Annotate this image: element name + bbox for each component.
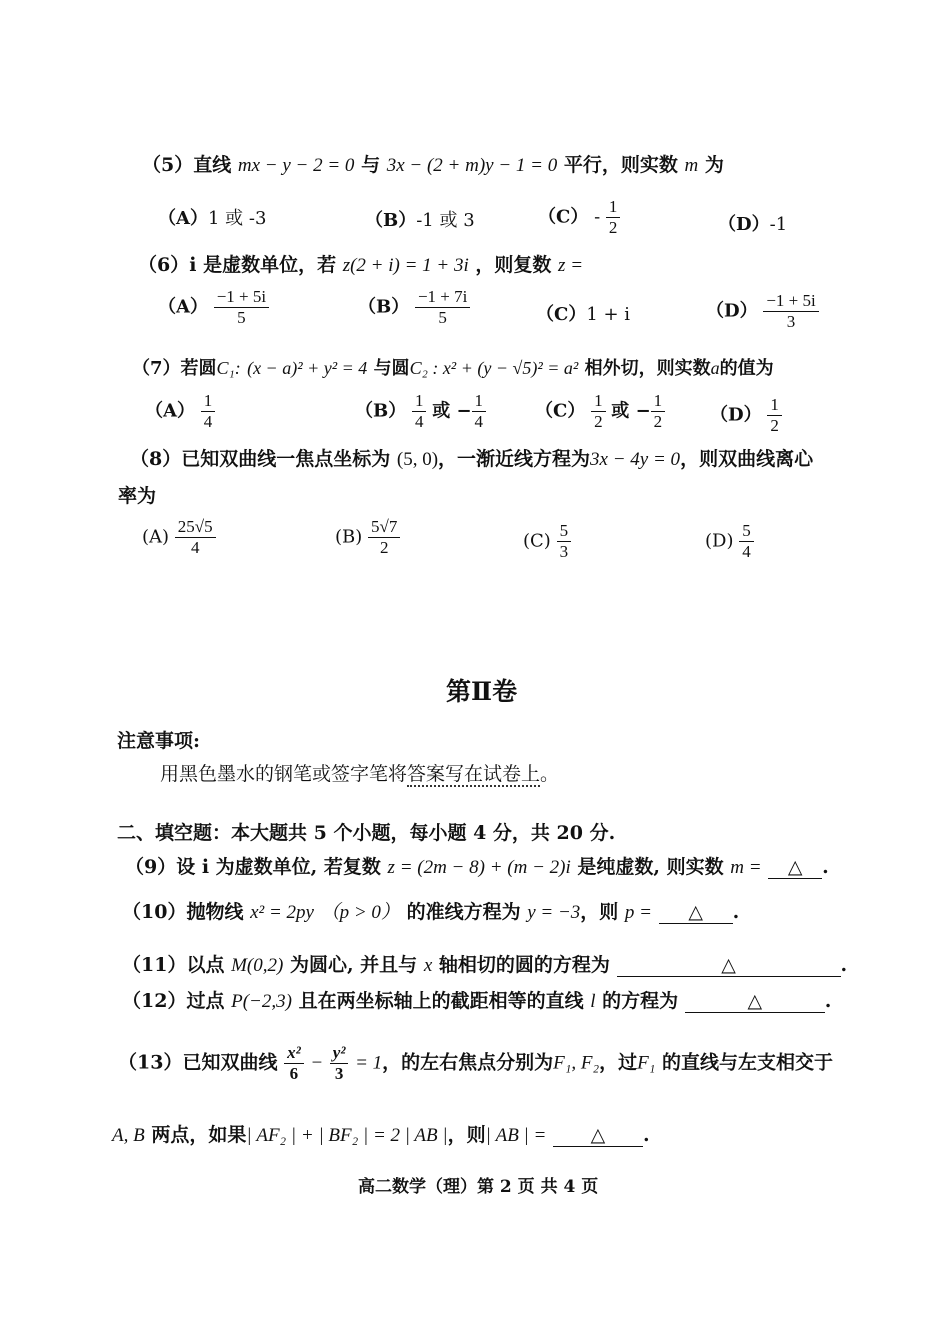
fraction: $\frac{-1 + 5i}{5}$ — [214, 288, 269, 327]
question-number: （6） — [138, 254, 190, 276]
q6-option-c: （C）1 + i — [536, 304, 631, 325]
q5-option-a: （A）1 或 -3 — [158, 208, 267, 229]
question-number: （8） — [130, 448, 182, 470]
question-number: （13） — [118, 1051, 183, 1074]
q6-option-d: （D） $\frac{-1 + 5i}{3}$ — [706, 292, 819, 331]
q6-option-a: （A） $\frac{-1 + 5i}{5}$ — [158, 288, 269, 327]
fraction: $\frac{1}{2}$ — [651, 392, 666, 431]
fraction: $\frac{1}{4}$ — [472, 392, 487, 431]
question-number: （7） — [132, 358, 181, 379]
question-6: （6）i 是虚数单位，若 z(2 + i) = 1 + 3i ，则复数 z = — [138, 254, 584, 276]
notice-body: 用黑色墨水的钢笔或签字笔将答案写在试卷上。 — [160, 763, 560, 785]
page-footer: 高二数学（理）第 2 页 共 4 页 — [358, 1177, 599, 1197]
section-title: 第Ⅱ卷 — [446, 677, 518, 706]
question-number: （10） — [122, 901, 187, 923]
fraction: $\frac{5√7}{2}$ — [368, 518, 400, 557]
question-7: （7）若圆C₁: (x − a)² + y² = 4 与圆C₂ : x² + (y − √5)² = a² 相外切，则实数a的值为 — [132, 358, 774, 379]
q5-option-c: （C） - $\frac{1}{2}$ — [538, 198, 620, 237]
notice-heading: 注意事项: — [117, 730, 201, 752]
question-8: （8）已知双曲线一焦点坐标为 (5, 0)，一渐近线方程为3x − 4y = 0，则双曲线离心 — [130, 448, 814, 470]
question-11: （11）以点 M(0,2) 为圆心, 并且与 x 轴相切的圆的方程为 △ . — [122, 954, 848, 976]
q5-option-b: （B）-1 或 3 — [365, 210, 475, 231]
q8-option-c: (C) $\frac{5}{3}$ — [523, 522, 571, 561]
question-number: （9） — [125, 856, 177, 878]
q7-option-a: （A） $\frac{1}{4}$ — [145, 392, 215, 431]
fraction: $\frac{\text{x²}}{6}$ — [284, 1044, 304, 1083]
question-number: （5） — [142, 154, 194, 176]
q7-option-b: （B） $\frac{1}{4}$ 或 − $\frac{1}{4}$ — [355, 392, 486, 431]
question-13: （13）已知双曲线 $\frac{\text{x²}}{6}$ − $\frac{\text{y²}}{3}$ = 1，的左右焦点分别为F₁, F₂，过F₁ 的直线与左支相交于 — [118, 1043, 833, 1083]
question-number: （11） — [122, 954, 187, 976]
question-5: （5）直线 mx − y − 2 = 0 与 3x − (2 + m)y − 1 = 0 平行，则实数 m 为 — [142, 154, 724, 176]
q7-option-c: （C） $\frac{1}{2}$ 或 − $\frac{1}{2}$ — [535, 392, 665, 431]
question-10: （10）抛物线 x² = 2py （p > 0） 的准线方程为 y = −3，则 p = △ . — [122, 901, 740, 923]
fraction: $\frac{5}{3}$ — [557, 522, 572, 561]
answer-blank: △ — [617, 954, 841, 977]
q5-option-d: （D）-1 — [718, 214, 788, 235]
q7-option-d: （D） $\frac{1}{2}$ — [710, 396, 782, 435]
q8-option-b: (B) $\frac{5√7}{2}$ — [335, 518, 400, 557]
question-8-line2: 率为 — [118, 485, 157, 507]
fraction: $\frac{-1 + 7i}{5}$ — [415, 288, 470, 327]
answer-blank: △ — [553, 1124, 643, 1147]
q8-option-a: (A) $\frac{25√5}{4}$ — [142, 518, 216, 557]
answer-blank: △ — [659, 901, 733, 924]
q8-option-d: (D) $\frac{5}{4}$ — [705, 522, 754, 561]
question-13-line2: A, B 两点，如果| AF₂ | + | BF₂ | = 2 | AB |，则| AB | = △ . — [112, 1124, 650, 1146]
question-12: （12）过点 P(−2,3) 且在两坐标轴上的截距相等的直线 l 的方程为 △ . — [122, 990, 832, 1012]
fraction: $\frac{1}{2}$ — [767, 396, 782, 435]
emphasis-dotted: 答案写在试卷上 — [407, 763, 541, 785]
fraction: $\frac{1}{4}$ — [201, 392, 216, 431]
fraction: $\frac{1}{4}$ — [412, 392, 427, 431]
fraction: $\frac{\text{y²}}{3}$ — [330, 1044, 349, 1083]
fraction: $\frac{-1 + 5i}{3}$ — [763, 292, 818, 331]
answer-blank: △ — [685, 990, 825, 1013]
question-number: （12） — [122, 990, 187, 1012]
answer-blank: △ — [768, 856, 822, 879]
fraction: $\frac{5}{4}$ — [739, 522, 754, 561]
fraction: $\frac{1}{2}$ — [591, 392, 606, 431]
fraction: $\frac{1}{2}$ — [606, 198, 621, 237]
q6-option-b: （B） $\frac{-1 + 7i}{5}$ — [358, 288, 470, 327]
part2-heading: 二、填空题：本大题共 5 个小题，每小题 4 分，共 20 分. — [117, 822, 616, 844]
fraction: $\frac{25√5}{4}$ — [175, 518, 216, 557]
question-9: （9）设 i 为虚数单位, 若复数 z = (2m − 8) + (m − 2)i 是纯虚数, 则实数 m = △ . — [125, 856, 829, 878]
